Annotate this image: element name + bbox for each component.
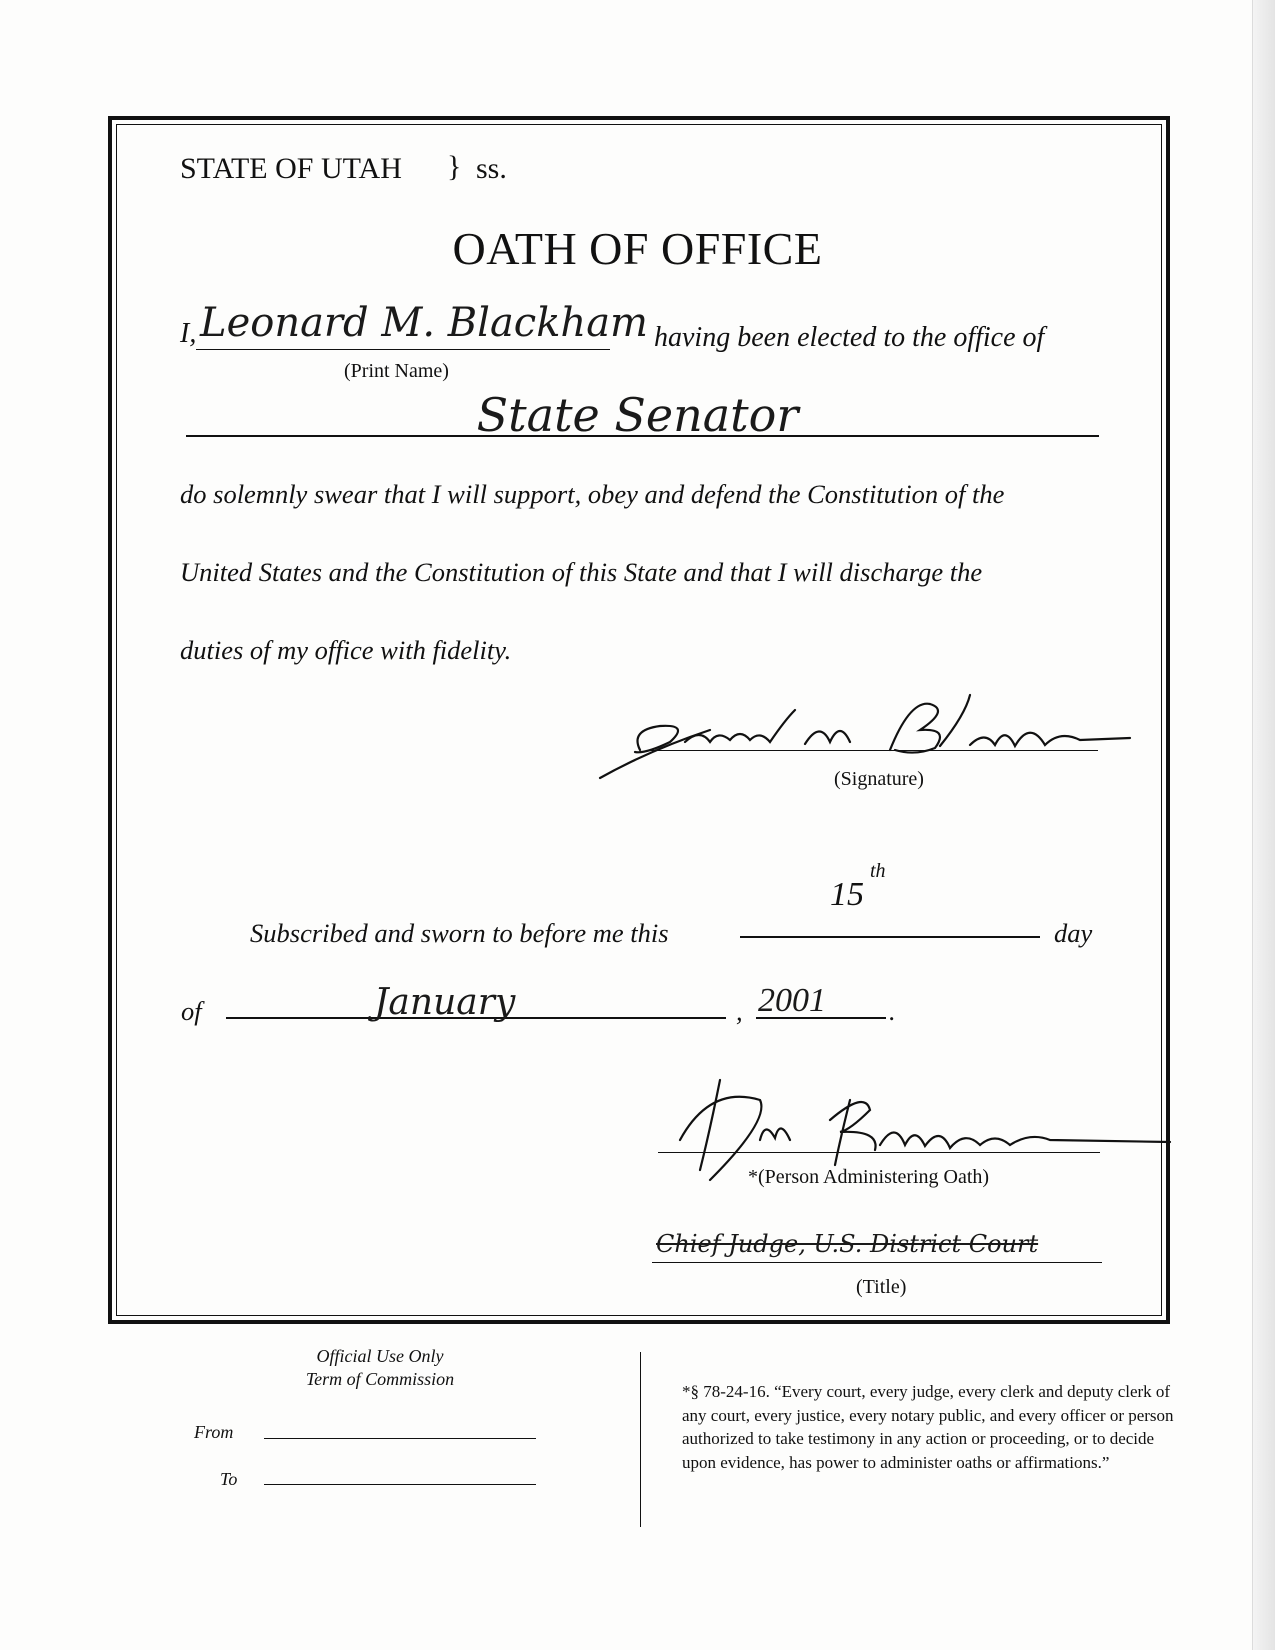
- ss-label: ss.: [476, 152, 507, 185]
- day-line: [740, 936, 1040, 938]
- administrator-caption: *(Person Administering Oath): [748, 1166, 990, 1188]
- elected-text: having been elected to the office of: [654, 322, 1045, 353]
- office-line: [186, 435, 1099, 437]
- print-name-caption: (Print Name): [344, 360, 449, 382]
- oath-text-line2: United States and the Constitution of this State and that I will discharge the: [180, 557, 983, 587]
- year-value: 2001: [758, 982, 826, 1019]
- from-label: From: [194, 1422, 234, 1442]
- document-title: OATH OF OFFICE: [452, 223, 823, 274]
- office-title: State Senator: [476, 388, 799, 442]
- day-label: day: [1054, 918, 1093, 948]
- day-value: 15: [830, 876, 864, 913]
- day-suffix: th: [870, 860, 886, 882]
- from-field-line: [264, 1438, 536, 1439]
- official-use-heading: Official Use Only: [316, 1346, 444, 1366]
- footer-divider: [640, 1352, 641, 1527]
- title-caption: (Title): [856, 1276, 907, 1298]
- name-line: [196, 349, 610, 350]
- oath-text-line1: do solemnly swear that I will support, obey and defend the Constitution of the: [180, 479, 1005, 509]
- administrator-line: [658, 1152, 1100, 1153]
- title-line: [652, 1262, 1102, 1263]
- statute-footnote: *§ 78-24-16. “Every court, every judge, every clerk and deputy clerk of any court, every justice, every notary public, and every officer or person authorized to take testimony in any action or proceeding, or to decide upon evidence, has power to administer oaths or affirmations.”: [682, 1382, 1174, 1472]
- oath-text-line3: duties of my office with fidelity.: [180, 635, 512, 665]
- signature-line: [648, 750, 1098, 751]
- term-of-commission-heading: Term of Commission: [305, 1369, 455, 1389]
- month-value: January: [374, 982, 516, 1023]
- oath-prefix: I,: [180, 318, 197, 349]
- subscribed-text: Subscribed and sworn to before me this: [250, 918, 669, 948]
- date-period: .: [889, 996, 896, 1026]
- printed-name: Leonard M. Blackham: [200, 300, 648, 346]
- brace-symbol: }: [447, 150, 462, 183]
- of-label: of: [181, 996, 202, 1026]
- to-label: To: [220, 1469, 238, 1489]
- state-label: STATE OF UTAH: [180, 152, 402, 185]
- administrator-title: Chief Judge, U.S. District Court: [656, 1230, 1039, 1258]
- to-field-line: [264, 1484, 536, 1485]
- date-comma: ,: [736, 996, 743, 1026]
- signature-caption: (Signature): [834, 768, 924, 790]
